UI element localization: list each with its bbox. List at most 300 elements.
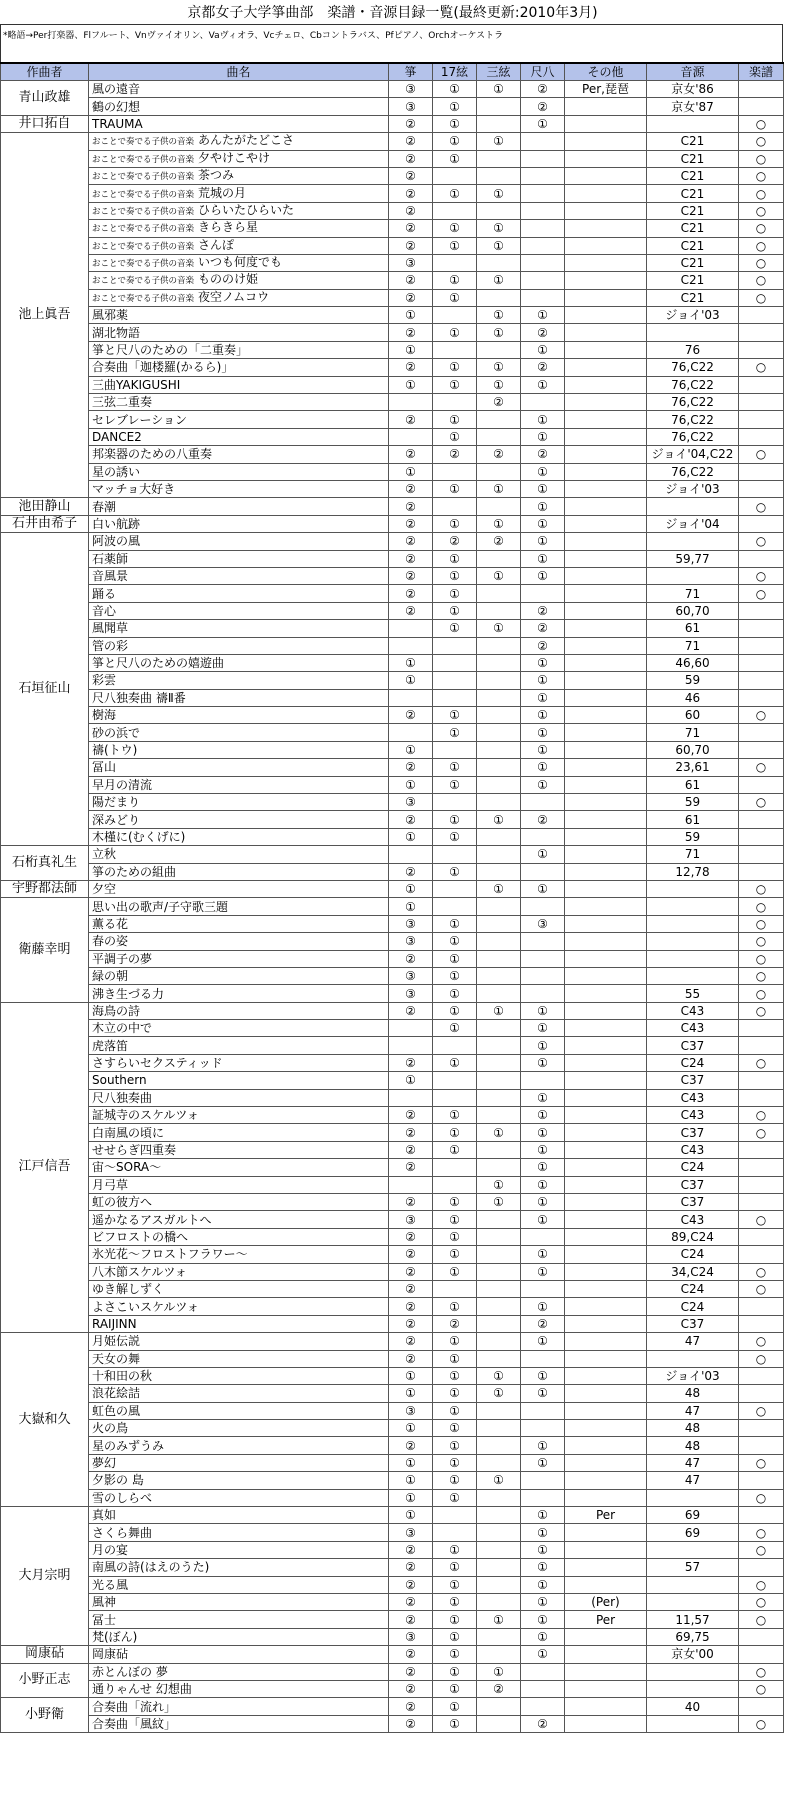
catalog-table bbox=[0, 62, 784, 1733]
shakuhachi-cell: ① bbox=[521, 1107, 565, 1124]
source-cell: 47 bbox=[647, 1402, 739, 1419]
sangen-cell bbox=[477, 98, 521, 115]
other-cell bbox=[565, 602, 647, 619]
shakuhachi-cell: ① bbox=[521, 1333, 565, 1350]
piece-title-cell: 岡康砧 bbox=[89, 1646, 389, 1663]
table-row bbox=[1, 898, 784, 915]
koto-cell: ② bbox=[389, 411, 433, 428]
shakuhachi-cell: ① bbox=[521, 307, 565, 324]
sangen-cell bbox=[477, 1593, 521, 1610]
shakuhachi-cell: ① bbox=[521, 1141, 565, 1158]
other-cell bbox=[565, 724, 647, 741]
source-cell: C21 bbox=[647, 202, 739, 219]
piece-title-cell: 緑の朝 bbox=[89, 967, 389, 984]
other-cell: Per,琵琶 bbox=[565, 81, 647, 98]
source-cell: 69,75 bbox=[647, 1628, 739, 1645]
piece-title-cell: 湖北物語 bbox=[89, 324, 389, 341]
table-row bbox=[1, 1507, 784, 1524]
source-cell: C21 bbox=[647, 254, 739, 271]
score-cell: ○ bbox=[739, 115, 784, 132]
score-cell: ○ bbox=[739, 1663, 784, 1680]
header-sangen: 三絃 bbox=[477, 63, 521, 81]
composer-cell: 大月宗明 bbox=[1, 1507, 89, 1646]
sangen-cell: ① bbox=[477, 1367, 521, 1384]
sangen-cell bbox=[477, 289, 521, 306]
piece-title-cell: 箏と尺八のための嬉遊曲 bbox=[89, 654, 389, 671]
score-cell: ○ bbox=[739, 915, 784, 932]
sangen-cell bbox=[477, 1141, 521, 1158]
piece-title-cell: 冨士 bbox=[89, 1611, 389, 1628]
table-row bbox=[1, 1246, 784, 1263]
koto-cell: ① bbox=[389, 1489, 433, 1506]
score-cell: ○ bbox=[739, 880, 784, 897]
score-cell bbox=[739, 1037, 784, 1054]
score-cell: ○ bbox=[739, 359, 784, 376]
table-row bbox=[1, 1385, 784, 1402]
source-cell: C43 bbox=[647, 1089, 739, 1106]
catalog-body bbox=[1, 81, 784, 1733]
other-cell bbox=[565, 1089, 647, 1106]
score-cell: ○ bbox=[739, 289, 784, 306]
other-cell bbox=[565, 863, 647, 880]
shakuhachi-cell bbox=[521, 933, 565, 950]
17gen-cell: ① bbox=[433, 289, 477, 306]
shakuhachi-cell: ① bbox=[521, 1628, 565, 1645]
17gen-cell bbox=[433, 846, 477, 863]
other-cell bbox=[565, 254, 647, 271]
17gen-cell: ① bbox=[433, 1298, 477, 1315]
sangen-cell: ① bbox=[477, 811, 521, 828]
sangen-cell bbox=[477, 1072, 521, 1089]
17gen-cell bbox=[433, 1159, 477, 1176]
table-row bbox=[1, 724, 784, 741]
score-cell: ○ bbox=[739, 794, 784, 811]
piece-title-cell: 氷光花～フロストフラワー～ bbox=[89, 1246, 389, 1263]
source-cell: C43 bbox=[647, 1211, 739, 1228]
shakuhachi-cell bbox=[521, 1420, 565, 1437]
koto-cell: ② bbox=[389, 1715, 433, 1732]
sangen-cell bbox=[477, 1559, 521, 1576]
sangen-cell: ① bbox=[477, 133, 521, 150]
source-cell: 48 bbox=[647, 1437, 739, 1454]
shakuhachi-cell: ① bbox=[521, 846, 565, 863]
other-cell bbox=[565, 1541, 647, 1558]
piece-title-cell: 雪のしらべ bbox=[89, 1489, 389, 1506]
source-cell: C37 bbox=[647, 1037, 739, 1054]
table-row bbox=[1, 1124, 784, 1141]
17gen-cell bbox=[433, 880, 477, 897]
piece-title-cell: 合奏曲「風紋」 bbox=[89, 1715, 389, 1732]
17gen-cell: ① bbox=[433, 1246, 477, 1263]
17gen-cell: ① bbox=[433, 1593, 477, 1610]
score-cell bbox=[739, 1141, 784, 1158]
source-cell: 46 bbox=[647, 689, 739, 706]
piece-title-cell bbox=[89, 167, 389, 184]
piece-title-cell: 冨山 bbox=[89, 759, 389, 776]
table-row bbox=[1, 81, 784, 98]
piece-title-cell: 深みどり bbox=[89, 811, 389, 828]
piece-title-cell: 春の姿 bbox=[89, 933, 389, 950]
koto-cell: ② bbox=[389, 167, 433, 184]
sangen-cell: ② bbox=[477, 533, 521, 550]
table-row bbox=[1, 307, 784, 324]
sangen-cell bbox=[477, 863, 521, 880]
source-cell bbox=[647, 1715, 739, 1732]
17gen-cell: ① bbox=[433, 428, 477, 445]
koto-cell: ③ bbox=[389, 81, 433, 98]
17gen-cell: ① bbox=[433, 950, 477, 967]
shakuhachi-cell bbox=[521, 1228, 565, 1245]
shakuhachi-cell: ① bbox=[521, 707, 565, 724]
piece-title-cell bbox=[89, 220, 389, 237]
source-cell bbox=[647, 115, 739, 132]
piece-title-cell: 証城寺のスケルツォ bbox=[89, 1107, 389, 1124]
score-cell: ○ bbox=[739, 446, 784, 463]
17gen-cell: ① bbox=[433, 480, 477, 497]
piece-title-cell: 天女の舞 bbox=[89, 1350, 389, 1367]
shakuhachi-cell: ② bbox=[521, 620, 565, 637]
piece-title-cell: さくら舞曲 bbox=[89, 1524, 389, 1541]
koto-cell: ③ bbox=[389, 915, 433, 932]
shakuhachi-cell bbox=[521, 254, 565, 271]
other-cell bbox=[565, 898, 647, 915]
other-cell bbox=[565, 1124, 647, 1141]
shakuhachi-cell bbox=[521, 585, 565, 602]
other-cell bbox=[565, 585, 647, 602]
other-cell bbox=[565, 707, 647, 724]
table-row bbox=[1, 98, 784, 115]
sangen-cell bbox=[477, 1089, 521, 1106]
other-cell bbox=[565, 967, 647, 984]
header-17gen: 17絃 bbox=[433, 63, 477, 81]
source-cell: C43 bbox=[647, 1020, 739, 1037]
score-cell bbox=[739, 480, 784, 497]
17gen-cell: ① bbox=[433, 133, 477, 150]
koto-cell: ② bbox=[389, 707, 433, 724]
other-cell bbox=[565, 1524, 647, 1541]
score-cell bbox=[739, 515, 784, 532]
sangen-cell bbox=[477, 1489, 521, 1506]
sangen-cell bbox=[477, 150, 521, 167]
koto-cell: ② bbox=[389, 759, 433, 776]
composer-cell: 岡康砧 bbox=[1, 1646, 89, 1663]
piece-title-cell: 宙～SORA～ bbox=[89, 1159, 389, 1176]
table-row bbox=[1, 1593, 784, 1610]
sangen-cell bbox=[477, 1246, 521, 1263]
shakuhachi-cell bbox=[521, 1472, 565, 1489]
other-cell bbox=[565, 1628, 647, 1645]
koto-cell: ② bbox=[389, 1680, 433, 1697]
composer-cell: 石井由希子 bbox=[1, 515, 89, 532]
source-cell: 48 bbox=[647, 1385, 739, 1402]
table-row bbox=[1, 1054, 784, 1071]
17gen-cell bbox=[433, 1280, 477, 1297]
score-cell: ○ bbox=[739, 1280, 784, 1297]
piece-title-cell: セレブレーション bbox=[89, 411, 389, 428]
table-row bbox=[1, 1472, 784, 1489]
table-row bbox=[1, 1089, 784, 1106]
source-cell: C24 bbox=[647, 1159, 739, 1176]
other-cell bbox=[565, 1559, 647, 1576]
piece-title-cell bbox=[89, 185, 389, 202]
table-row bbox=[1, 846, 784, 863]
other-cell bbox=[565, 550, 647, 567]
table-row bbox=[1, 759, 784, 776]
sangen-cell bbox=[477, 1107, 521, 1124]
header-composer: 作曲者 bbox=[1, 63, 89, 81]
table-row bbox=[1, 515, 784, 532]
table-row bbox=[1, 1141, 784, 1158]
sangen-cell bbox=[477, 463, 521, 480]
shakuhachi-cell bbox=[521, 1663, 565, 1680]
17gen-cell: ① bbox=[433, 1698, 477, 1715]
other-cell bbox=[565, 411, 647, 428]
piece-title-cell: 陽だまり bbox=[89, 794, 389, 811]
koto-cell: ① bbox=[389, 1472, 433, 1489]
table-row bbox=[1, 167, 784, 184]
table-row bbox=[1, 237, 784, 254]
source-cell bbox=[647, 898, 739, 915]
table-row bbox=[1, 1350, 784, 1367]
shakuhachi-cell: ① bbox=[521, 428, 565, 445]
score-cell bbox=[739, 1176, 784, 1193]
shakuhachi-cell bbox=[521, 1402, 565, 1419]
score-cell bbox=[739, 863, 784, 880]
score-cell bbox=[739, 1628, 784, 1645]
source-cell: C37 bbox=[647, 1315, 739, 1332]
composer-cell: 小野衛 bbox=[1, 1698, 89, 1733]
series-label: おことで奏でる子供の音楽 bbox=[92, 206, 195, 217]
17gen-cell: ① bbox=[433, 1646, 477, 1663]
score-cell bbox=[739, 1437, 784, 1454]
other-cell bbox=[565, 759, 647, 776]
table-row bbox=[1, 341, 784, 358]
source-cell: C37 bbox=[647, 1176, 739, 1193]
table-row bbox=[1, 1437, 784, 1454]
piece-title-cell: 風神 bbox=[89, 1593, 389, 1610]
sangen-cell bbox=[477, 637, 521, 654]
score-cell bbox=[739, 1228, 784, 1245]
sangen-cell bbox=[477, 550, 521, 567]
shakuhachi-cell: ① bbox=[521, 1524, 565, 1541]
score-cell: ○ bbox=[739, 1715, 784, 1732]
17gen-cell: ① bbox=[433, 1020, 477, 1037]
sangen-cell: ① bbox=[477, 1663, 521, 1680]
17gen-cell: ① bbox=[433, 933, 477, 950]
table-row bbox=[1, 550, 784, 567]
17gen-cell bbox=[433, 202, 477, 219]
table-row bbox=[1, 1454, 784, 1471]
series-label: おことで奏でる子供の音楽 bbox=[92, 137, 195, 148]
other-cell bbox=[565, 985, 647, 1002]
piece-title-cell: 遥かなるアスガルトへ bbox=[89, 1211, 389, 1228]
17gen-cell: ① bbox=[433, 967, 477, 984]
other-cell bbox=[565, 428, 647, 445]
piece-title-cell: 尺八独奏曲 禱Ⅱ番 bbox=[89, 689, 389, 706]
other-cell bbox=[565, 498, 647, 515]
koto-cell: ② bbox=[389, 515, 433, 532]
table-row bbox=[1, 1194, 784, 1211]
17gen-cell: ① bbox=[433, 1107, 477, 1124]
koto-cell: ② bbox=[389, 1698, 433, 1715]
score-cell bbox=[739, 411, 784, 428]
shakuhachi-cell: ② bbox=[521, 811, 565, 828]
sangen-cell bbox=[477, 585, 521, 602]
sangen-cell: ① bbox=[477, 567, 521, 584]
sangen-cell bbox=[477, 1454, 521, 1471]
piece-title-cell: TRAUMA bbox=[89, 115, 389, 132]
piece-title-cell: 十和田の秋 bbox=[89, 1367, 389, 1384]
other-cell bbox=[565, 1437, 647, 1454]
sangen-cell bbox=[477, 794, 521, 811]
koto-cell: ② bbox=[389, 446, 433, 463]
shakuhachi-cell bbox=[521, 967, 565, 984]
shakuhachi-cell bbox=[521, 1680, 565, 1697]
koto-cell: ② bbox=[389, 1159, 433, 1176]
koto-cell bbox=[389, 1037, 433, 1054]
sangen-cell bbox=[477, 741, 521, 758]
score-cell: ○ bbox=[739, 1002, 784, 1019]
other-cell bbox=[565, 202, 647, 219]
table-row bbox=[1, 359, 784, 376]
other-cell bbox=[565, 1211, 647, 1228]
source-cell: 61 bbox=[647, 811, 739, 828]
piece-title: もののけ姫 bbox=[198, 272, 259, 287]
composer-cell: 池田静山 bbox=[1, 498, 89, 515]
composer-cell: 石桁真礼生 bbox=[1, 846, 89, 881]
piece-title-cell: Southern bbox=[89, 1072, 389, 1089]
other-cell bbox=[565, 1246, 647, 1263]
piece-title-cell: 南風の詩(はえのうた) bbox=[89, 1559, 389, 1576]
17gen-cell bbox=[433, 1089, 477, 1106]
shakuhachi-cell bbox=[521, 1280, 565, 1297]
sangen-cell bbox=[477, 1211, 521, 1228]
score-cell: ○ bbox=[739, 967, 784, 984]
source-cell: 61 bbox=[647, 776, 739, 793]
other-cell bbox=[565, 1489, 647, 1506]
koto-cell: ② bbox=[389, 602, 433, 619]
table-row bbox=[1, 1646, 784, 1663]
koto-cell bbox=[389, 689, 433, 706]
other-cell bbox=[565, 133, 647, 150]
score-cell: ○ bbox=[739, 167, 784, 184]
17gen-cell bbox=[433, 394, 477, 411]
table-row bbox=[1, 115, 784, 132]
other-cell bbox=[565, 289, 647, 306]
source-cell: 55 bbox=[647, 985, 739, 1002]
score-cell: ○ bbox=[739, 933, 784, 950]
sangen-cell bbox=[477, 950, 521, 967]
score-cell bbox=[739, 81, 784, 98]
sangen-cell bbox=[477, 498, 521, 515]
source-cell bbox=[647, 933, 739, 950]
17gen-cell: ① bbox=[433, 1628, 477, 1645]
table-row bbox=[1, 880, 784, 897]
17gen-cell: ① bbox=[433, 1263, 477, 1280]
piece-title-cell: 光る風 bbox=[89, 1576, 389, 1593]
shakuhachi-cell: ① bbox=[521, 724, 565, 741]
other-cell bbox=[565, 359, 647, 376]
source-cell: 46,60 bbox=[647, 654, 739, 671]
koto-cell: ② bbox=[389, 811, 433, 828]
table-row bbox=[1, 1402, 784, 1419]
piece-title-cell: 三弦二重奏 bbox=[89, 394, 389, 411]
17gen-cell: ① bbox=[433, 81, 477, 98]
other-cell bbox=[565, 950, 647, 967]
koto-cell bbox=[389, 637, 433, 654]
koto-cell: ② bbox=[389, 115, 433, 132]
shakuhachi-cell: ② bbox=[521, 637, 565, 654]
sangen-cell bbox=[477, 1298, 521, 1315]
koto-cell: ② bbox=[389, 480, 433, 497]
source-cell: 71 bbox=[647, 846, 739, 863]
other-cell bbox=[565, 1350, 647, 1367]
header-source: 音源 bbox=[647, 63, 739, 81]
source-cell: 59 bbox=[647, 672, 739, 689]
piece-title-cell: 月弓草 bbox=[89, 1176, 389, 1193]
shakuhachi-cell bbox=[521, 950, 565, 967]
sangen-cell bbox=[477, 1159, 521, 1176]
score-cell bbox=[739, 1385, 784, 1402]
koto-cell: ② bbox=[389, 1333, 433, 1350]
17gen-cell: ① bbox=[433, 1367, 477, 1384]
piece-title-cell: 沸き生づる力 bbox=[89, 985, 389, 1002]
shakuhachi-cell: ② bbox=[521, 98, 565, 115]
sangen-cell: ① bbox=[477, 515, 521, 532]
sangen-cell: ① bbox=[477, 307, 521, 324]
table-row bbox=[1, 1698, 784, 1715]
other-cell bbox=[565, 115, 647, 132]
table-row bbox=[1, 463, 784, 480]
piece-title: あんたがたどこさ bbox=[198, 133, 295, 148]
table-row bbox=[1, 1263, 784, 1280]
koto-cell: ② bbox=[389, 220, 433, 237]
17gen-cell: ① bbox=[433, 585, 477, 602]
table-row bbox=[1, 1002, 784, 1019]
shakuhachi-cell: ① bbox=[521, 1385, 565, 1402]
score-cell: ○ bbox=[739, 950, 784, 967]
source-cell: C37 bbox=[647, 1124, 739, 1141]
sangen-cell bbox=[477, 915, 521, 932]
piece-title-cell: 尺八独奏曲 bbox=[89, 1089, 389, 1106]
koto-cell: ② bbox=[389, 150, 433, 167]
piece-title-cell: 音風景 bbox=[89, 567, 389, 584]
shakuhachi-cell: ② bbox=[521, 359, 565, 376]
source-cell: C24 bbox=[647, 1298, 739, 1315]
other-cell bbox=[565, 1228, 647, 1245]
score-cell: ○ bbox=[739, 898, 784, 915]
koto-cell: ① bbox=[389, 1367, 433, 1384]
composer-cell: 大嶽和久 bbox=[1, 1333, 89, 1507]
score-cell bbox=[739, 1420, 784, 1437]
17gen-cell bbox=[433, 1072, 477, 1089]
source-cell bbox=[647, 1350, 739, 1367]
other-cell bbox=[565, 1315, 647, 1332]
score-cell: ○ bbox=[739, 707, 784, 724]
koto-cell: ③ bbox=[389, 985, 433, 1002]
koto-cell: ② bbox=[389, 202, 433, 219]
score-cell: ○ bbox=[739, 1611, 784, 1628]
koto-cell: ③ bbox=[389, 794, 433, 811]
17gen-cell bbox=[433, 898, 477, 915]
shakuhachi-cell: ② bbox=[521, 81, 565, 98]
sangen-cell bbox=[477, 967, 521, 984]
koto-cell: ③ bbox=[389, 933, 433, 950]
source-cell: ジョイ'04 bbox=[647, 515, 739, 532]
piece-title-cell: 火の鳥 bbox=[89, 1420, 389, 1437]
koto-cell: ② bbox=[389, 1315, 433, 1332]
sangen-cell bbox=[477, 672, 521, 689]
